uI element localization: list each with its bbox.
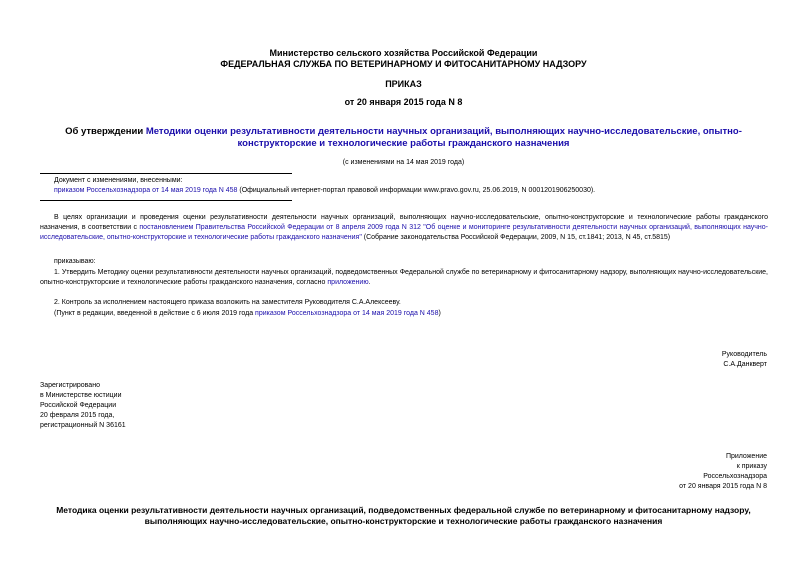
appendix-line-3: Россельхознадзора	[703, 473, 767, 480]
title-prefix: Об утверждении	[65, 126, 146, 137]
doc-date: от 20 января 2015 года N 8	[344, 97, 463, 107]
signature-name: С.А.Данкверт	[723, 361, 767, 368]
item-2: 2. Контроль за исполнением настоящего приказа возложить на заместителя Руководителя С.А.Алексееву.	[54, 299, 401, 306]
item-1-text: 1. Утвердить Методику оценки результативности деятельности научных организаций, подведомственных Федеральной службе по ветеринарному и фитосанитарному надзору, выполняющих научно-исследовательские, опытно-конструкторские и технологические работы гражданского назначения, согласно	[40, 269, 768, 286]
methodology-title-line-1: Методика оценки результативности деятельности научных организаций, подведомственных федеральной службе по ветеринарному и фитосанитарному надзору,	[56, 505, 751, 515]
item-2-note-text: (Пункт в редакции, введенной в действие с 6 июля 2019 года	[54, 310, 256, 317]
appendix-line-1: Приложение	[725, 453, 767, 460]
item-2-note-end: )	[438, 310, 441, 317]
title-link[interactable]: Методики оценки результативности деятельности научных организаций, выполняющих научно-исследовательские, опытно-конструкторские и технологические работы гражданского назначения	[145, 126, 742, 149]
changes-note: (с изменениями на 14 мая 2019 года)	[342, 159, 465, 166]
appendix-link[interactable]: приложению	[327, 279, 369, 286]
ministry-name: Министерство сельского хозяйства Российской Федерации	[269, 48, 538, 58]
appendix-line-4: от 20 января 2015 года N 8	[679, 483, 767, 490]
preamble-text2: (Собрание законодательства Российской Федерации, 2009, N 15, ст.1841; 2013, N 45, ст.5815)	[361, 234, 671, 241]
preamble-paragraph	[40, 213, 768, 243]
order-word: приказываю:	[54, 258, 96, 265]
registration-line-2: в Министерстве юстиции	[40, 392, 122, 399]
service-name: ФЕДЕРАЛЬНАЯ СЛУЖБА ПО ВЕТЕРИНАРНОМУ И ФИТОСАНИТАРНОМУ НАДЗОРУ	[220, 59, 587, 69]
changes-rest: (Официальный интернет-портал правовой информации www.pravo.gov.ru, 25.06.2019, N 0001201906250030).	[237, 187, 596, 194]
signature-position: Руководитель	[721, 351, 767, 358]
registration-line-1: Зарегистрировано	[40, 382, 100, 389]
item-2-note-link[interactable]: приказом Россельхознадзора от 14 мая 2019 года N 458	[255, 310, 439, 317]
item-2-note	[54, 309, 441, 319]
methodology-title-line-2: выполняющих научно-исследовательские, опытно-конструкторские и технологические работы гражданского назначения	[144, 516, 663, 526]
registration-line-5: регистрационный N 36161	[40, 422, 126, 429]
appendix-line-2: к приказу	[736, 463, 767, 470]
page-title	[40, 126, 767, 150]
doc-type: ПРИКАЗ	[385, 79, 422, 89]
registration-line-3: Российской Федерации	[40, 402, 117, 409]
registration-line-4: 20 февраля 2015 года,	[40, 412, 115, 419]
changes-intro: Документ с изменениями, внесенными:	[54, 177, 183, 184]
item-1	[40, 268, 768, 288]
changes-line	[54, 186, 774, 196]
item-1-end: .	[368, 279, 371, 286]
preamble-link[interactable]: постановлением Правительства Российской Федерации от 8 апреля 2009 года N 312 "Об оценке и мониторинге результативности деятельности научных организаций, выполняющих научно-исследовательские, опытно-конструкторские и технологические работы гражданского назначения"	[40, 224, 769, 241]
divider-bottom	[40, 200, 292, 201]
changes-link[interactable]: приказом Россельхознадзора от 14 мая 2019 года N 458	[54, 187, 238, 194]
preamble-text1: В целях организации и проведения оценки результативности деятельности научных организаций, выполняющих научно-исследовательские, опытно-конструкторские и технологические работы гражданского назначения, в соответствии с	[40, 214, 768, 231]
divider-top	[40, 173, 292, 174]
